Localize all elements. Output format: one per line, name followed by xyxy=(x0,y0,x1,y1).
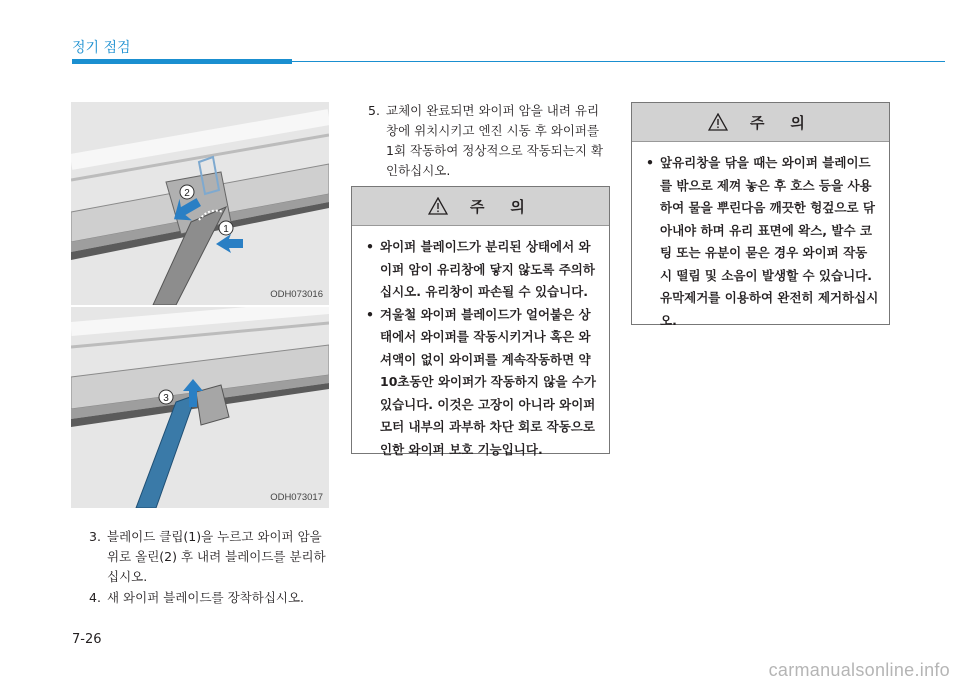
step-text: 새 와이퍼 블레이드를 장착하십시오. xyxy=(107,590,305,605)
wiper-clip-illustration xyxy=(71,102,329,305)
marker-3: 3 xyxy=(163,393,169,404)
step-number: 4. xyxy=(89,590,101,605)
marker-2: 2 xyxy=(184,188,190,199)
caution-box-right xyxy=(631,102,890,328)
caution-box-middle xyxy=(351,186,610,457)
figure-arm-lift xyxy=(71,307,329,508)
caution-bullet-text: 겨울철 와이퍼 블레이드가 얼어붙은 상태에서 와이퍼를 작동시키거나 혹은 와셔액이 없이 와이퍼를 계속작동하면 약 10초동안 와이퍼가 작동하지 않을 수가 있습니다. 이것은 고장이 아니라 와이퍼 모터 내부의 과부하 차단 회로 작동으로 인한 와이퍼 보호 기능입니다. xyxy=(380,306,596,457)
section-title: 정기 점검 xyxy=(72,40,131,56)
marker-1: 1 xyxy=(223,224,229,235)
step-text: 블레이드 클립(1)을 누르고 와이퍼 암을 위로 올린(2) 후 내려 블레이드를 분리하십시오. xyxy=(107,529,326,584)
step-number: 5. xyxy=(368,103,380,118)
step-text: 교체이 완료되면 와이퍼 암을 내려 유리창에 위치시키고 엔진 시동 후 와이퍼를 1회 작동하여 정상적으로 작동되는지 확인하십시오. xyxy=(386,103,604,178)
caution-title: 주 의 xyxy=(750,114,806,132)
warning-triangle-icon xyxy=(708,113,728,131)
step-number: 3. xyxy=(89,529,101,544)
caution-bullet-text: 와이퍼 블레이드가 분리된 상태에서 와이퍼 암이 유리창에 닿지 않도록 주의하십시오. 유리창이 파손될 수 있습니다. xyxy=(380,239,595,299)
header-rule xyxy=(292,61,945,62)
figure-code: ODH073017 xyxy=(270,492,323,503)
caution-header xyxy=(352,187,609,226)
header-accent-bar xyxy=(72,59,292,64)
watermark: carmanualsonline.info xyxy=(768,660,950,680)
caution-title: 주 의 xyxy=(470,198,526,216)
caution-bullet: • 겨울철 와이퍼 블레이드가 얼어붙은 상태에서 와이퍼를 작동시키거나 혹은 와셔액이 없이 와이퍼를 계속작동하면 약 10초동안 와이퍼가 작동하지 않을 수가 있습니다. 이것은 고장이 아니라 와이퍼 모터 내부의 과부하 차단 회로 작동으로 인한 와이퍼 보호 기능입니다. xyxy=(366,306,596,457)
caution-bullet-text: 앞유리창을 닦을 때는 와이퍼 블레이드를 밖으로 제껴 놓은 후 호스 등을 사용하여 물을 뿌린다음 깨끗한 헝겊으로 닦아내야 하며 유리 표면에 왁스, 발수 코팅 또는 유분이 묻은 경우 와이퍼 작동 시 떨림 및 소음이 발생할 수 있습니다. 유막제거를 이용하여 완전히 제거하십시오. xyxy=(660,155,879,328)
step-5 xyxy=(368,101,608,181)
caution-body xyxy=(352,226,609,469)
caution-bullet: • 와이퍼 블레이드가 분리된 상태에서 와이퍼 암이 유리창에 닿지 않도록 주의하십시오. 유리창이 파손될 수 있습니다. xyxy=(366,239,595,299)
page-number: 7-26 xyxy=(72,632,102,647)
caution-bullet: • 앞유리창을 닦을 때는 와이퍼 블레이드를 밖으로 제껴 놓은 후 호스 등을 사용하여 물을 뿌린다음 깨끗한 헝겊으로 닦아내야 하며 유리 표면에 왁스, 발수 코팅 또는 유분이 묻은 경우 와이퍼 작동 시 떨림 및 소음이 발생할 수 있습니다. 유막제거를 이용하여 완전히 제거하십시오. xyxy=(646,155,879,328)
wiper-arm-illustration xyxy=(71,307,329,508)
figure-blade-removal xyxy=(71,102,329,305)
caution-header xyxy=(632,103,889,142)
caution-body xyxy=(632,142,889,340)
step-4 xyxy=(89,588,335,608)
warning-triangle-icon xyxy=(428,197,448,215)
step-3 xyxy=(89,527,335,587)
figure-code: ODH073016 xyxy=(270,289,323,300)
